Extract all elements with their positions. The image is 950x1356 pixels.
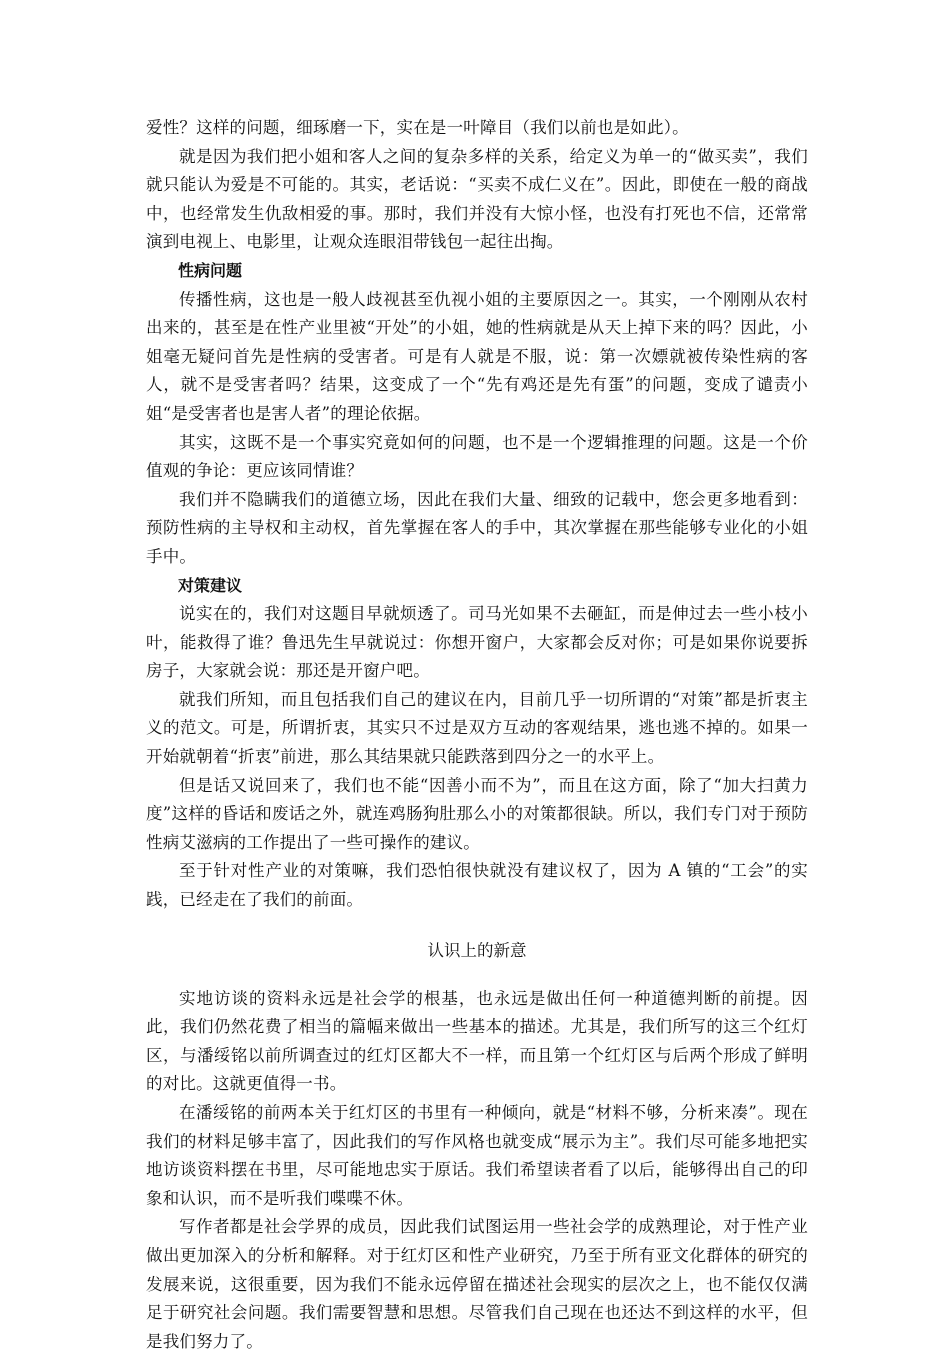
paragraph: 写作者都是社会学界的成员，因此我们试图运用一些社会学的成熟理论，对于性产业做出更加深入的分析和解释。对于红灯区和性产业研究，乃至于所有亚文化群体的研究的发展来说，这很重要，因为我们不能永远停留在描述社会现实的层次之上，也不能仅仅满足于研究社会问题。我们需要智慧和思想。尽管我们自己现在也还达不到这样的水平，但是我们努力了。	[146, 1217, 808, 1351]
section-heading-policy: 对策建议	[178, 575, 243, 595]
chapter-section-title: 认识上的新意	[427, 940, 527, 960]
paragraph: 说实在的，我们对这题目早就烦透了。司马光如果不去砸缸，而是伸过去一些小枝小叶，能救得了谁？鲁迅先生早就说过：你想开窗户，大家都会反对你；可是如果你说要拆房子，大家就会说：那还是开窗户吧。	[146, 604, 808, 681]
paragraph: 在潘绥铭的前两本关于红灯区的书里有一种倾向，就是“材料不够，分析来凑”。现在我们的材料足够丰富了，因此我们的写作风格也就变成“展示为主”。我们尽可能多地把实地访谈资料摆在书里，尽可能地忠实于原话。我们希望读者看了以后，能够得出自己的印象和认识，而不是听我们喋喋不休。	[146, 1103, 808, 1208]
paragraph: 爱性？这样的问题，细琢磨一下，实在是一叶障目（我们以前也是如此）。	[146, 118, 689, 137]
section-heading-std: 性病问题	[178, 260, 243, 280]
paragraph: 就我们所知，而且包括我们自己的建议在内，目前几乎一切所谓的“对策”都是折衷主义的范文。可是，所谓折衷，其实只不过是双方互动的客观结果，逃也逃不掉的。如果一开始就朝着“折衷”前进，那么其结果就只能跌落到四分之一的水平上。	[146, 689, 808, 767]
paragraph: 传播性病，这也是一般人歧视甚至仇视小姐的主要原因之一。其实，一个刚刚从农村出来的，甚至是在性产业里被“开处”的小姐，她的性病就是从天上掉下来的吗？因此，小姐毫无疑问首先是性病的受害者。可是有人就是不服，说：第一次嫖就被传染性病的客人，就不是受害者吗？结果，这变成了一个“先有鸡还是先有蛋”的问题，变成了谴责小姐“是受害者也是害人者”的理论依据。	[146, 289, 808, 423]
paragraph: 至于针对性产业的对策嘛，我们恐怕很快就没有建议权了，因为 A 镇的“工会”的实践，已经走在了我们的前面。	[146, 861, 808, 910]
paragraph: 但是话又说回来了，我们也不能“因善小而不为”，而且在这方面，除了“加大扫黄力度”这样的昏话和废话之外，就连鸡肠狗肚那么小的对策都很缺。所以，我们专门对于预防性病艾滋病的工作提出了一些可操作的建议。	[146, 775, 808, 852]
paragraph: 其实，这既不是一个事实究竟如何的问题，也不是一个逻辑推理的问题。这是一个价值观的争论：更应该同情谁？	[146, 432, 808, 481]
paragraph: 实地访谈的资料永远是社会学的根基，也永远是做出任何一种道德判断的前提。因此，我们仍然花费了相当的篇幅来做出一些基本的描述。尤其是，我们所写的这三个红灯区，与潘绥铭以前所调查过的红灯区都大不一样，而且第一个红灯区与后两个形成了鲜明的对比。这就更值得一书。	[146, 988, 808, 1094]
paragraph: 我们并不隐瞒我们的道德立场，因此在我们大量、细致的记载中，您会更多地看到：预防性病的主导权和主动权，首先掌握在客人的手中，其次掌握在那些能够专业化的小姐手中。	[146, 489, 808, 566]
document-page	[146, 114, 808, 1356]
paragraph: 就是因为我们把小姐和客人之间的复杂多样的关系，给定义为单一的“做买卖”，我们就只能认为爱是不可能的。其实，老话说：“买卖不成仁义在”。因此，即使在一般的商战中，也经常发生仇敌相爱的事。那时，我们并没有大惊小怪，也没有打死也不信，还常常演到电视上、电影里，让观众连眼泪带钱包一起往出掏。	[146, 146, 808, 252]
